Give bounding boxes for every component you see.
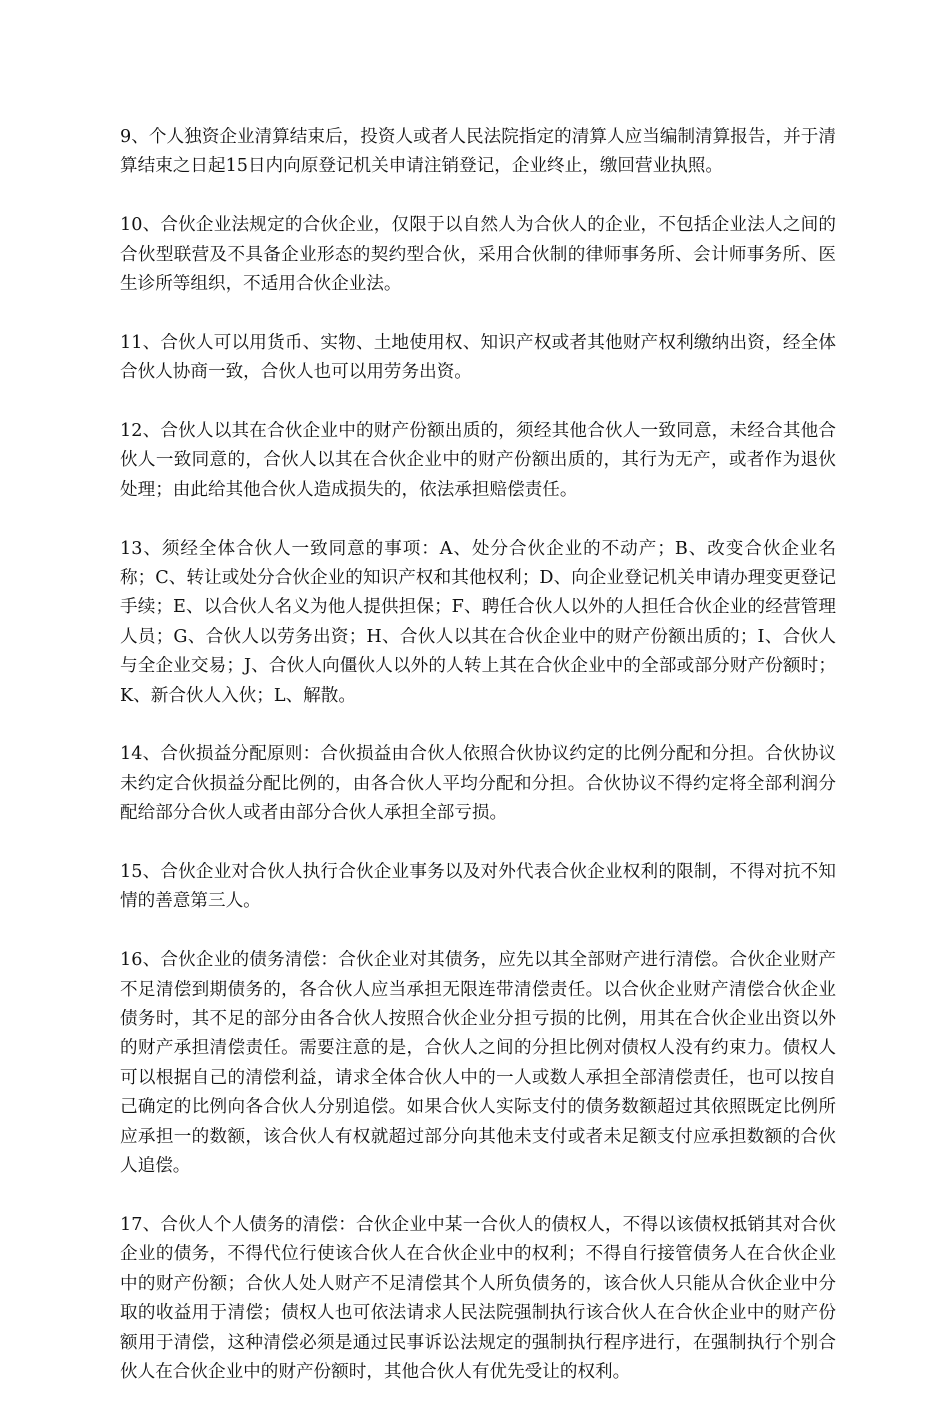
paragraph-12: 12、合伙人以其在合伙企业中的财产份额出质的，须经其他合伙人一致同意，未经合其他合伙人一致同意的，合伙人以其在合伙企业中的财产份额出质的，其行为无产，或者作为退伙处理；由此给其他合伙人造成损失的，依法承担赔偿责任。	[120, 421, 836, 500]
paragraph-9: 9、个人独资企业清算结束后，投资人或者人民法院指定的清算人应当编制清算报告，并于清算结束之日起15日内向原登记机关申请注销登记，企业终止，缴回营业执照。	[120, 127, 836, 177]
paragraph-13: 13、须经全体合伙人一致同意的事项：A、处分合伙企业的不动产；B、改变合伙企业名称；C、转让或处分合伙企业的知识产权和其他权利；D、向企业登记机关申请办理变更登记手续；E、以合伙人名义为他人提供担保；F、聘任合伙人以外的人担任合伙企业的经营管理人员；G、合伙人以劳务出资；H、合伙人以其在合伙企业中的财产份额出质的；I、合伙人与全企业交易；J、合伙人向僵伙人以外的人转上其在合伙企业中的全部或部分财产份额时；K、新合伙人入伙；L、解散。	[120, 538, 836, 706]
document-body	[120, 123, 836, 1417]
paragraph-16: 16、合伙企业的债务清偿：合伙企业对其债务，应先以其全部财产进行清偿。合伙企业财产不足清偿到期债务的，各合伙人应当承担无限连带清偿责任。以合伙企业财产清偿合伙企业债务时，其不足的部分由各合伙人按照合伙企业分担亏损的比例，用其在合伙企业出资以外的财产承担清偿责任。需要注意的是，合伙人之间的分担比例对债权人没有约束力。债权人可以根据自己的清偿利益，请求全体合伙人中的一人或数人承担全部清偿责任，也可以按自己确定的比例向各合伙人分别追偿。如果合伙人实际支付的债务数额超过其依照既定比例所应承担一的数额，该合伙人有权就超过部分向其他未支付或者未足额支付应承担数额的合伙人追偿。	[120, 950, 836, 1177]
paragraph-17: 17、合伙人个人债务的清偿：合伙企业中某一合伙人的债权人，不得以该债权抵销其对合伙企业的债务，不得代位行使该合伙人在合伙企业中的权利；不得自行接管债务人在合伙企业中的财产份额；合伙人处人财产不足清偿其个人所负债务的，该合伙人只能从合伙企业中分取的收益用于清偿；债权人也可依法请求人民法院强制执行该合伙人在合伙企业中的财产份额用于清偿，这种清偿必须是通过民事诉讼法规定的强制执行程序进行，在强制执行个别合伙人在合伙企业中的财产份额时，其他合伙人有优先受让的权利。	[120, 1214, 836, 1382]
paragraph-15: 15、合伙企业对合伙人执行合伙企业事务以及对外代表合伙企业权利的限制，不得对抗不知情的善意第三人。	[120, 862, 836, 912]
paragraph-10: 10、合伙企业法规定的合伙企业，仅限于以自然人为合伙人的企业，不包括企业法人之间的合伙型联营及不具备企业形态的契约型合伙，采用合伙制的律师事务所、会计师事务所、医生诊所等组织，不适用合伙企业法。	[120, 215, 836, 295]
paragraph-14: 14、合伙损益分配原则：合伙损益由合伙人依照合伙协议约定的比例分配和分担。合伙协议未约定合伙损益分配比例的，由各合伙人平均分配和分担。合伙协议不得约定将全部利润分配给部分合伙人或者由部分合伙人承担全部亏损。	[120, 744, 836, 824]
paragraph-11: 11、合伙人可以用货币、实物、土地使用权、知识产权或者其他财产权利缴纳出资，经全体合伙人协商一致，合伙人也可以用劳务出资。	[120, 332, 836, 383]
